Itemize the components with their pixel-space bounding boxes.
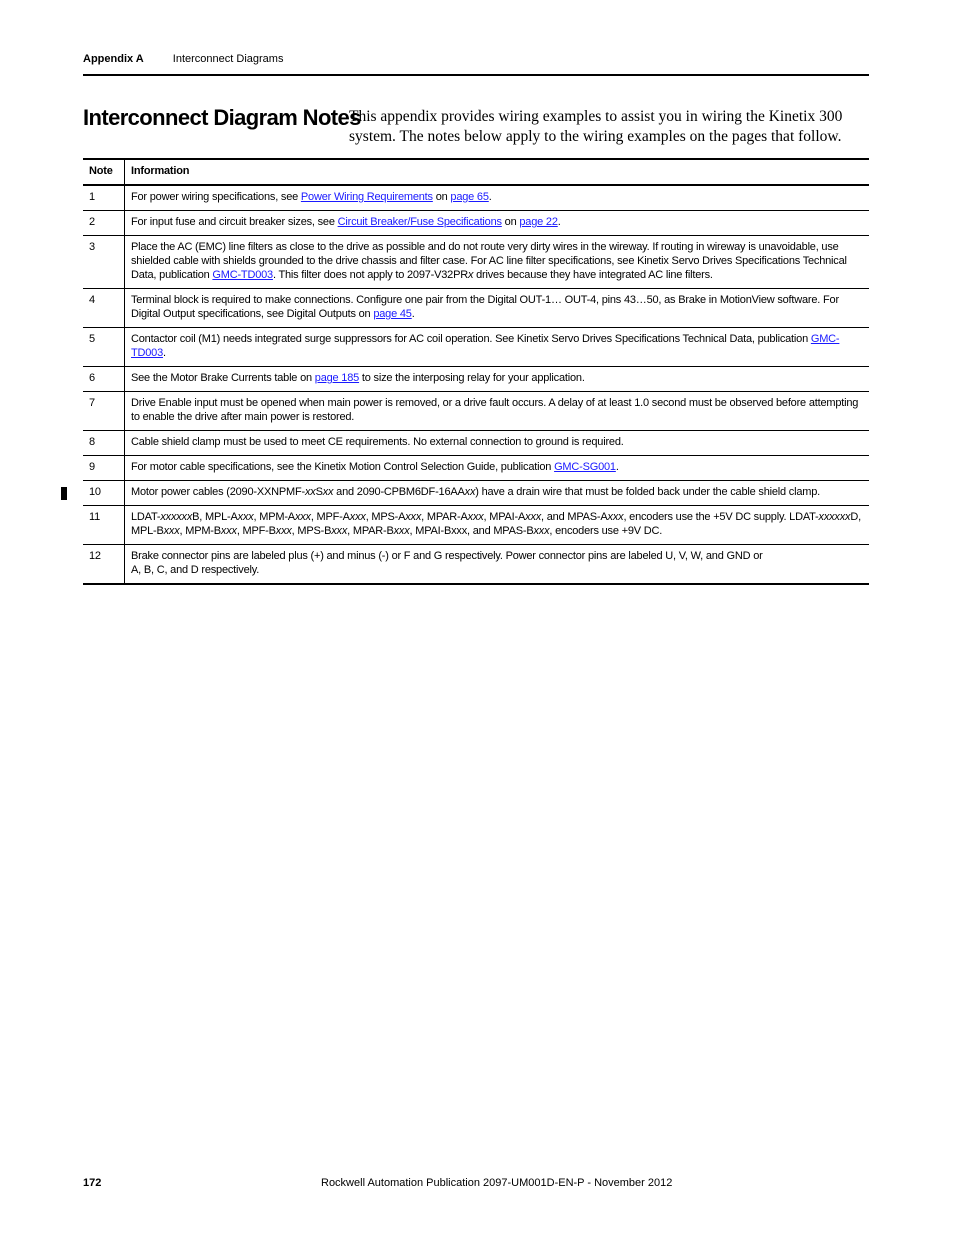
- note-text: , MPM-A: [253, 511, 295, 523]
- note-text: ) have a drain wire that must be folded back under the cable shield clamp.: [475, 486, 821, 498]
- note-text: , MPAR-B: [347, 525, 394, 537]
- italic-text: xxx: [294, 511, 311, 523]
- table-row: [83, 392, 869, 431]
- cross-reference-link[interactable]: page 65: [450, 191, 489, 203]
- cross-reference-link[interactable]: page 185: [314, 372, 360, 384]
- note-text: .: [411, 308, 415, 320]
- note-text: , MPAI-A: [483, 511, 526, 523]
- table-row: [83, 328, 869, 367]
- cross-reference-link[interactable]: GMC-SG001: [554, 461, 616, 473]
- note-information: [125, 431, 870, 456]
- table-row: [83, 481, 869, 506]
- notes-table: [83, 158, 869, 585]
- note-text: .: [163, 347, 166, 359]
- note-number: 7: [83, 392, 125, 431]
- table-row: [83, 211, 869, 236]
- note-text: , MPF-B: [236, 525, 276, 537]
- note-number: 5: [83, 328, 125, 367]
- italic-text: xxx: [220, 525, 237, 537]
- note-text: .: [488, 191, 492, 203]
- note-information: [125, 392, 870, 431]
- appendix-label: Appendix A: [83, 53, 144, 65]
- note-text: , MPM-B: [179, 525, 221, 537]
- table-row: [83, 456, 869, 481]
- change-bar: [61, 487, 67, 500]
- italic-text: xxx: [393, 525, 410, 537]
- table-row: [83, 367, 869, 392]
- note-text: Cable shield clamp must be used to meet CE requirements. No external connection to ground is required.: [131, 436, 624, 448]
- note-information: [125, 328, 870, 367]
- cross-reference-link[interactable]: Power Wiring Requirements: [300, 191, 433, 203]
- cross-reference-link[interactable]: page 22: [519, 216, 558, 228]
- note-text: Contactor coil (M1) needs integrated surge suppressors for AC coil operation. See Kinetix Servo Drives Specifications Technical Data, publication: [131, 333, 811, 345]
- note-text: B, MPL-A: [192, 511, 238, 523]
- table-header-row: [83, 159, 869, 185]
- italic-text: xxx: [275, 525, 292, 537]
- note-text: .: [557, 216, 561, 228]
- note-text: on: [501, 216, 520, 228]
- italic-text: x: [467, 269, 474, 281]
- table-row: [83, 545, 869, 585]
- note-number: 3: [83, 236, 125, 289]
- note-text: S: [315, 486, 323, 498]
- note-text: For power wiring specifications, see: [131, 191, 301, 203]
- note-text: drives because they have integrated AC line filters.: [473, 269, 713, 281]
- note-text: Place the AC (EMC) line filters as close to the drive as possible and do not route very dirty wires in the wireway. If routing in wireway is unavoidable, use shielded cable with shields grounded to the drive chassis and filter case. For AC line filter specifications, see Kinetix Servo Drives Specifications Technical Data, publication: [131, 241, 847, 281]
- table-row: [83, 185, 869, 211]
- note-number: 8: [83, 431, 125, 456]
- note-information: [125, 289, 870, 328]
- note-information: [125, 545, 870, 585]
- italic-text: xxxxxx: [160, 511, 193, 523]
- note-text: D, MPL-B: [131, 511, 861, 537]
- note-number: 11: [83, 506, 125, 545]
- note-text: .: [615, 461, 619, 473]
- note-text: , MPS-B: [291, 525, 332, 537]
- note-number: 4: [83, 289, 125, 328]
- cross-reference-link[interactable]: Circuit Breaker/Fuse Specifications: [337, 216, 502, 228]
- italic-text: xxx: [237, 511, 254, 523]
- italic-text: xxx: [405, 511, 422, 523]
- italic-text: xxx: [331, 525, 348, 537]
- note-text: See the Motor Brake Currents table on: [131, 372, 315, 384]
- italic-text: xxx: [525, 511, 542, 523]
- note-text: Drive Enable input must be opened when main power is removed, or a drive fault occurs. A delay of at least 1.0 second must be observed before attempting to enable the drive after main power is restored.: [131, 397, 859, 423]
- note-column-header: Note: [83, 159, 125, 185]
- note-number: 1: [83, 185, 125, 211]
- notes-table-body: [83, 185, 869, 584]
- note-text: LDAT-: [131, 511, 161, 523]
- note-information: [125, 236, 870, 289]
- note-number: 12: [83, 545, 125, 585]
- note-text: For motor cable specifications, see the Kinetix Motion Control Selection Guide, publication: [131, 461, 555, 473]
- header-rule: [83, 74, 869, 76]
- note-text: Motor power cables (2090-XXNPMF-: [131, 486, 305, 498]
- note-text: , MPS-A: [365, 511, 406, 523]
- note-information: [125, 481, 870, 506]
- table-row: [83, 431, 869, 456]
- page-number: 172: [83, 1177, 102, 1189]
- italic-text: xxx: [533, 525, 550, 537]
- note-number: 9: [83, 456, 125, 481]
- note-text: , encoders use +9V DC.: [549, 525, 663, 537]
- note-information: [125, 456, 870, 481]
- italic-text: xxx: [163, 525, 180, 537]
- note-number: 2: [83, 211, 125, 236]
- note-text: and 2090-CPBM6DF-16AA: [333, 486, 465, 498]
- note-information: [125, 506, 870, 545]
- running-header: [83, 53, 283, 65]
- note-information: [125, 211, 870, 236]
- note-text: For input fuse and circuit breaker sizes, see: [131, 216, 338, 228]
- italic-text: xx: [322, 486, 334, 498]
- note-number: 6: [83, 367, 125, 392]
- italic-text: xx: [464, 486, 476, 498]
- cross-reference-link[interactable]: page 45: [373, 308, 412, 320]
- page-title: Interconnect Diagram Notes: [83, 105, 361, 130]
- note-number: 10: [83, 481, 125, 506]
- note-text: Brake connector pins are labeled plus (+) and minus (-) or F and G respectively. Power connector pins are labeled U, V, W, and GND or: [131, 550, 763, 562]
- italic-text: xx: [304, 486, 316, 498]
- note-text: , MPAR-A: [421, 511, 468, 523]
- note-text: Terminal block is required to make connections. Configure one pair from the Digital OUT-1… OUT-4, pins 43…50, as Brake in MotionView software. For Digital Output specifications, see Digital Outputs on: [131, 294, 839, 320]
- note-information: [125, 367, 870, 392]
- publication-info: Rockwell Automation Publication 2097-UM001D-EN-P - November 2012: [321, 1177, 673, 1189]
- cross-reference-link[interactable]: GMC-TD003: [131, 333, 840, 359]
- italic-text: xxxxxx: [818, 511, 851, 523]
- table-row: [83, 289, 869, 328]
- italic-text: xxx: [349, 511, 366, 523]
- note-text: , MPAI-Bxxx, and MPAS-B: [409, 525, 534, 537]
- intro-paragraph: This appendix provides wiring examples to assist you in wiring the Kinetix 300 system. The notes below apply to the wiring examples on the pages that follow.: [349, 108, 843, 145]
- italic-text: xxx: [467, 511, 484, 523]
- note-text: to size the interposing relay for your application.: [359, 372, 585, 384]
- note-text: , encoders use the +5V DC supply. LDAT-: [623, 511, 819, 523]
- italic-text: xxx: [607, 511, 624, 523]
- information-column-header: Information: [125, 159, 870, 185]
- note-text: , MPF-A: [310, 511, 350, 523]
- note-text: A, B, C, and D respectively.: [131, 564, 260, 576]
- table-row: [83, 236, 869, 289]
- section-label: Interconnect Diagrams: [172, 53, 284, 65]
- note-text: . This filter does not apply to 2097-V32PR: [272, 269, 468, 281]
- table-row: [83, 506, 869, 545]
- note-text: on: [432, 191, 451, 203]
- cross-reference-link[interactable]: GMC-TD003: [212, 269, 273, 281]
- note-information: [125, 185, 870, 211]
- note-text: , and MPAS-A: [541, 511, 608, 523]
